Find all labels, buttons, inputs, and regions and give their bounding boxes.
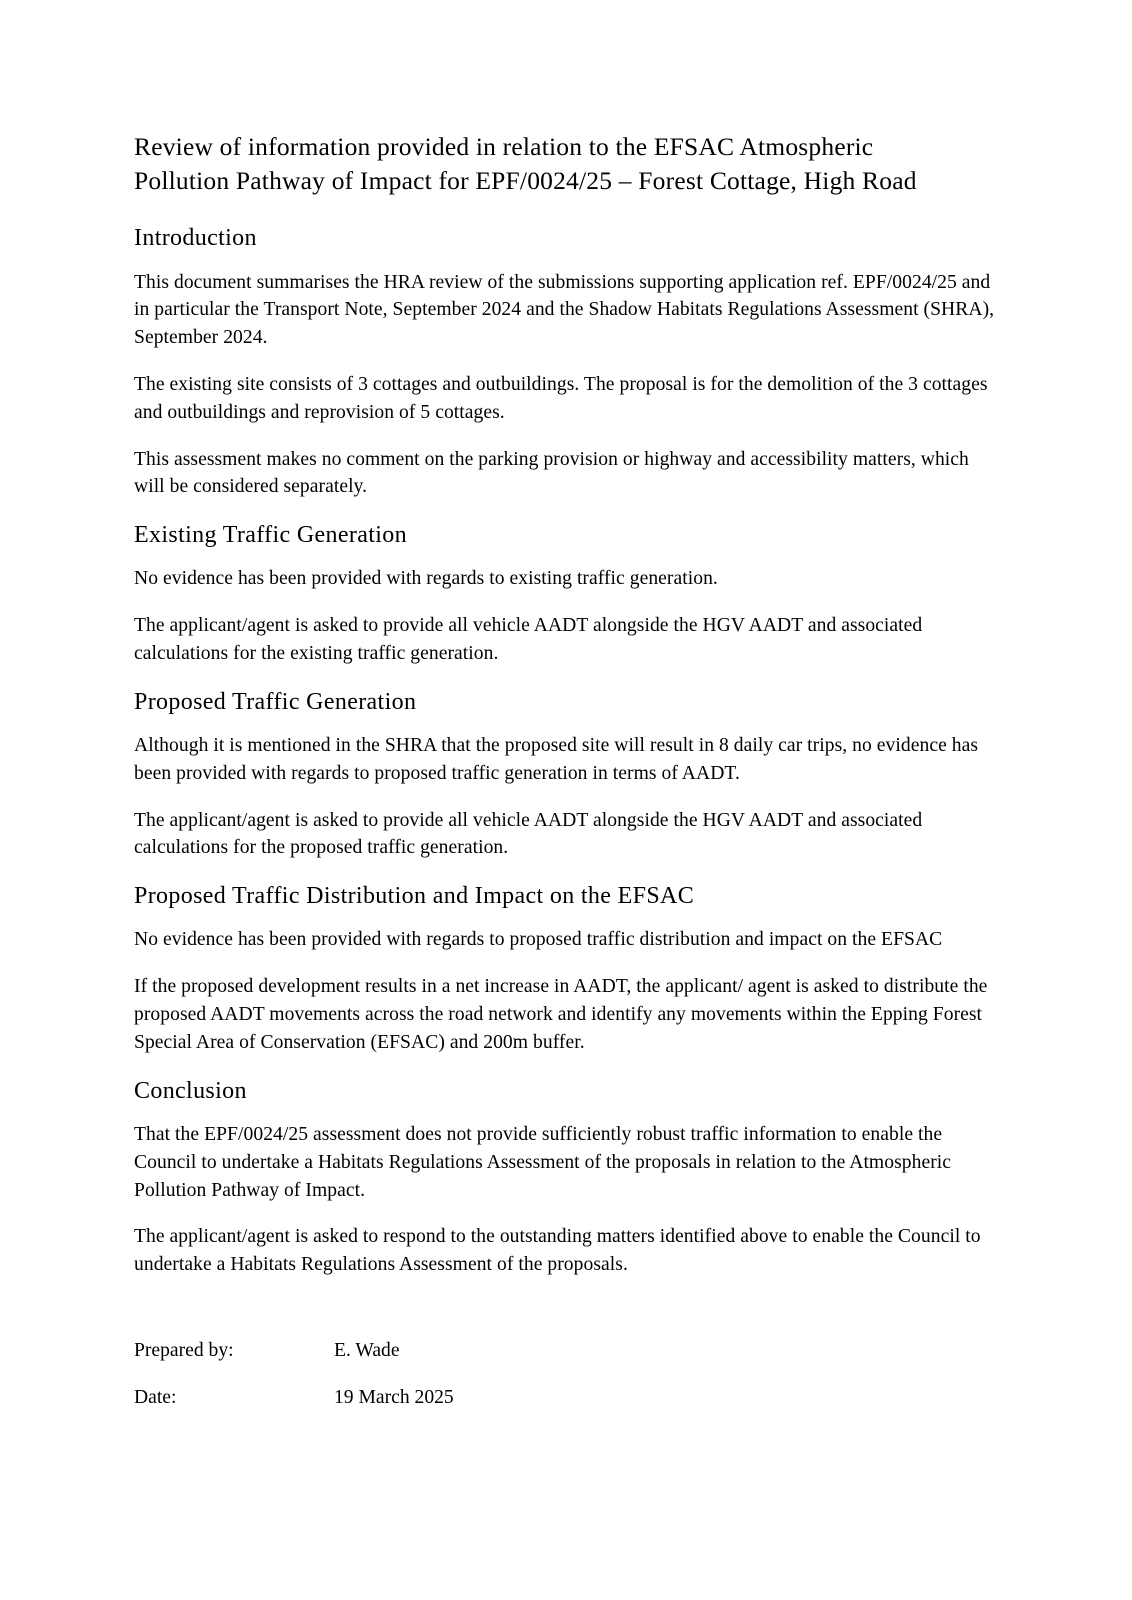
date-label: Date: bbox=[134, 1386, 177, 1408]
prepared-by-value: E. Wade bbox=[334, 1339, 400, 1361]
page-title-line-1: Review of information provided in relation to the EFSAC Atmospheric bbox=[134, 132, 874, 161]
paragraph: This assessment makes no comment on the parking provision or highway and accessibility matters, which will be considered separately. bbox=[134, 448, 969, 498]
date-value: 19 March 2025 bbox=[334, 1386, 454, 1408]
section-heading-proposed-traffic-distribution: Proposed Traffic Distribution and Impact on the EFSAC bbox=[134, 883, 695, 910]
section-proposed-traffic-generation bbox=[134, 687, 998, 862]
signoff-block bbox=[134, 1337, 998, 1412]
section-proposed-traffic-distribution bbox=[134, 881, 998, 1056]
paragraph: That the EPF/0024/25 assessment does not provide sufficiently robust traffic information to enable the Council to undertake a Habitats Regulations Assessment of the proposals in relation to the Atmospheric Pollution Pathway of Impact. bbox=[134, 1123, 952, 1201]
section-heading-existing-traffic-generation: Existing Traffic Generation bbox=[134, 522, 407, 549]
section-heading-conclusion: Conclusion bbox=[134, 1077, 247, 1104]
section-conclusion bbox=[134, 1076, 998, 1279]
section-introduction bbox=[134, 223, 998, 501]
paragraph: If the proposed development results in a net increase in AADT, the applicant/ agent is asked to distribute the proposed AADT movements across the road network and identify any movements within the Epping Forest Special Area of Conservation (EFSAC) and 200m buffer. bbox=[134, 976, 988, 1053]
section-heading-proposed-traffic-generation: Proposed Traffic Generation bbox=[134, 688, 417, 715]
prepared-by-label: Prepared by: bbox=[134, 1339, 234, 1361]
paragraph: No evidence has been provided with regards to existing traffic generation. bbox=[134, 568, 718, 590]
paragraph: The existing site consists of 3 cottages and outbuildings. The proposal is for the demolition of the 3 cottages and outbuildings and reprovision of 5 cottages. bbox=[134, 373, 988, 423]
date-row bbox=[134, 1384, 998, 1412]
section-existing-traffic-generation bbox=[134, 520, 998, 668]
page-title bbox=[134, 130, 998, 197]
page-title-line-2: Pollution Pathway of Impact for EPF/0024/25 – Forest Cottage, High Road bbox=[134, 165, 917, 195]
paragraph: The applicant/agent is asked to provide all vehicle AADT alongside the HGV AADT and associated calculations for the existing traffic generation. bbox=[134, 615, 923, 664]
paragraph: The applicant/agent is asked to respond to the outstanding matters identified above to enable the Council to undertake a Habitats Regulations Assessment of the proposals. bbox=[134, 1226, 981, 1276]
paragraph: Although it is mentioned in the SHRA that the proposed site will result in 8 daily car trips, no evidence has been provided with regards to proposed traffic generation in terms of AADT. bbox=[134, 735, 979, 784]
section-heading-introduction: Introduction bbox=[134, 225, 257, 252]
paragraph: The applicant/agent is asked to provide all vehicle AADT alongside the HGV AADT and associated calculations for the proposed traffic generation. bbox=[134, 809, 923, 859]
paragraph: This document summarises the HRA review of the submissions supporting application ref. EPF/0024/25 and in particular the Transport Note, September 2024 and the Shadow Habitats Regulations Assessment (SHRA), September 2024. bbox=[134, 271, 995, 349]
prepared-by-row bbox=[134, 1337, 998, 1365]
paragraph: No evidence has been provided with regards to proposed traffic distribution and impact on the EFSAC bbox=[134, 929, 943, 951]
